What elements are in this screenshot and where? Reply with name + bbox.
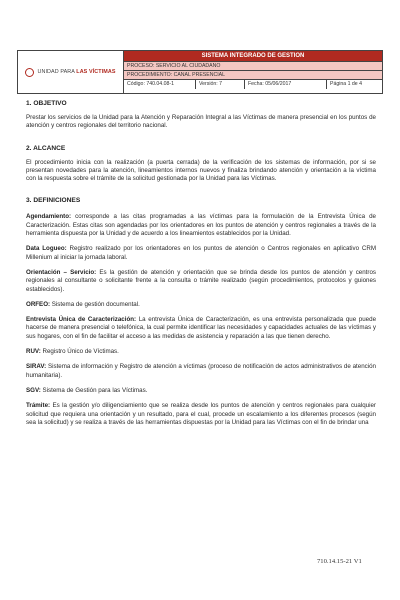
code-cell: Código: 740.04.08-1 bbox=[124, 80, 196, 89]
definition-text: Sistema de información y Registro de atención a víctimas (proceso de notificación de actos administrativos de atención humanitaria). bbox=[26, 363, 376, 379]
definition-text: corresponde a las citas programadas a las víctimas para la formulación de la Entrevista Única de Caracterización. Estas citas son agendadas por los orientadores en los puntos de atención y centros regionales a través de la herramienta dispuesta por la Unidad y de acuerdo a los lineamientos establecidos por la Unidad. bbox=[26, 213, 376, 238]
definition-orientacion bbox=[26, 269, 376, 294]
definition-tramite bbox=[26, 402, 376, 427]
section-definiciones-title: 3. DEFINICIONES bbox=[26, 197, 81, 205]
alcance-text: El procedimiento inicia con la realización (a puerta cerrada) de la verificación de los sistemas de información, por si se presentan novedades para la atención, lineamientos internos nuevos y finaliza brindando atención y orientación a la víctima con la respuesta sobre el trámite de la solicitud gestionada por la Unidad para las Víctimas. bbox=[26, 158, 376, 183]
definition-data-logueo bbox=[26, 245, 376, 262]
definition-text: Sistema de Gestión para las Víctimas. bbox=[40, 386, 148, 394]
definition-text: Sistema de gestión documental. bbox=[50, 300, 140, 308]
definition-text: La entrevista Única de Caracterización, es una entrevista personalizada que puede hacerse de manera presencial o telefónica, la cual permite identificar las necesidades y capacidades actuales de las víctimas y sus hogares, con el fin de facilitar el acceso a las medidas de asistencia y reparación a las que tienen derecho. bbox=[26, 316, 377, 340]
section-alcance-title: 2. ALCANCE bbox=[26, 144, 66, 152]
footer-code: 710.14.15-21 V1 bbox=[317, 558, 362, 565]
definition-term: Trámite: bbox=[26, 402, 51, 410]
definition-entrevista bbox=[26, 316, 376, 341]
definition-term: Data Logueo: bbox=[26, 245, 67, 253]
definition-text: Es la gestión de atención y orientación que se brinda desde los puntos de atención y centros regionales al consultante o solicitante frente a la consulta o trámite realizado (según procedimientos, protocolos y guiones establecidos). bbox=[26, 268, 377, 293]
version-cell: Versión: 7 bbox=[196, 80, 245, 89]
coat-of-arms-icon bbox=[25, 68, 34, 77]
definition-term: SIRAV: bbox=[26, 363, 47, 371]
definition-term: ORFEO: bbox=[26, 300, 51, 308]
definition-text: Registro Único de Víctimas. bbox=[40, 348, 119, 356]
system-title: SISTEMA INTEGRADO DE GESTION bbox=[124, 51, 382, 62]
definition-term: Agendamiento: bbox=[26, 213, 72, 221]
definition-sgv bbox=[26, 387, 376, 395]
header-table bbox=[17, 50, 383, 94]
document-body bbox=[26, 100, 376, 427]
definition-term: Entrevista Única de Caracterización: bbox=[26, 316, 137, 324]
page-cell: Página 1 de 4 bbox=[330, 81, 363, 87]
definition-sirav bbox=[26, 363, 376, 380]
logo-cell bbox=[18, 51, 124, 93]
definition-term: RUV: bbox=[26, 348, 41, 356]
section-objetivo-title: 1. OBJETIVO bbox=[26, 100, 67, 107]
definition-term: SGV: bbox=[26, 386, 41, 394]
definition-text: Registro realizado por los orientadores en los puntos de atención o Centros regionales en aplicativo CRM Millenium al iniciar la jornada laboral. bbox=[26, 245, 377, 261]
unit-logo bbox=[37, 69, 115, 75]
date-cell: Fecha: 05/06/2017 bbox=[245, 80, 327, 89]
meta-row bbox=[124, 80, 382, 89]
logo-text-b: LAS VÍCTIMAS bbox=[76, 69, 116, 75]
process-line: PROCESO: SERVICIO AL CIUDADANO bbox=[124, 62, 382, 71]
procedure-line: PROCEDIMIENTO: CANAL PRESENCIAL bbox=[124, 71, 382, 80]
definition-ruv bbox=[26, 348, 376, 356]
definition-text: Es la gestión y/o diligenciamiento que se realiza desde los puntos de atención y centros regionales para cualquier solicitud que requiera una orientación y un resultado, para el cual, procede un escalamiento a los diferentes procesos (según sea la solicitud) y se realiza a través de las herramientas dispuestas por la Unidad para las Víctimas con el fin de brindar una bbox=[26, 402, 376, 426]
logo-text-a: UNIDAD PARA bbox=[37, 69, 77, 75]
definition-orfeo bbox=[26, 301, 376, 309]
definition-term: Orientación – Servicio: bbox=[26, 268, 97, 276]
objetivo-text: Prestar los servicios de la Unidad para la Atención y Reparación Integral a las Víctimas de manera presencial en los puntos de atención y centros regionales del territorio nacional. bbox=[26, 114, 376, 130]
definition-agendamiento bbox=[26, 213, 376, 238]
header-info bbox=[124, 51, 382, 93]
